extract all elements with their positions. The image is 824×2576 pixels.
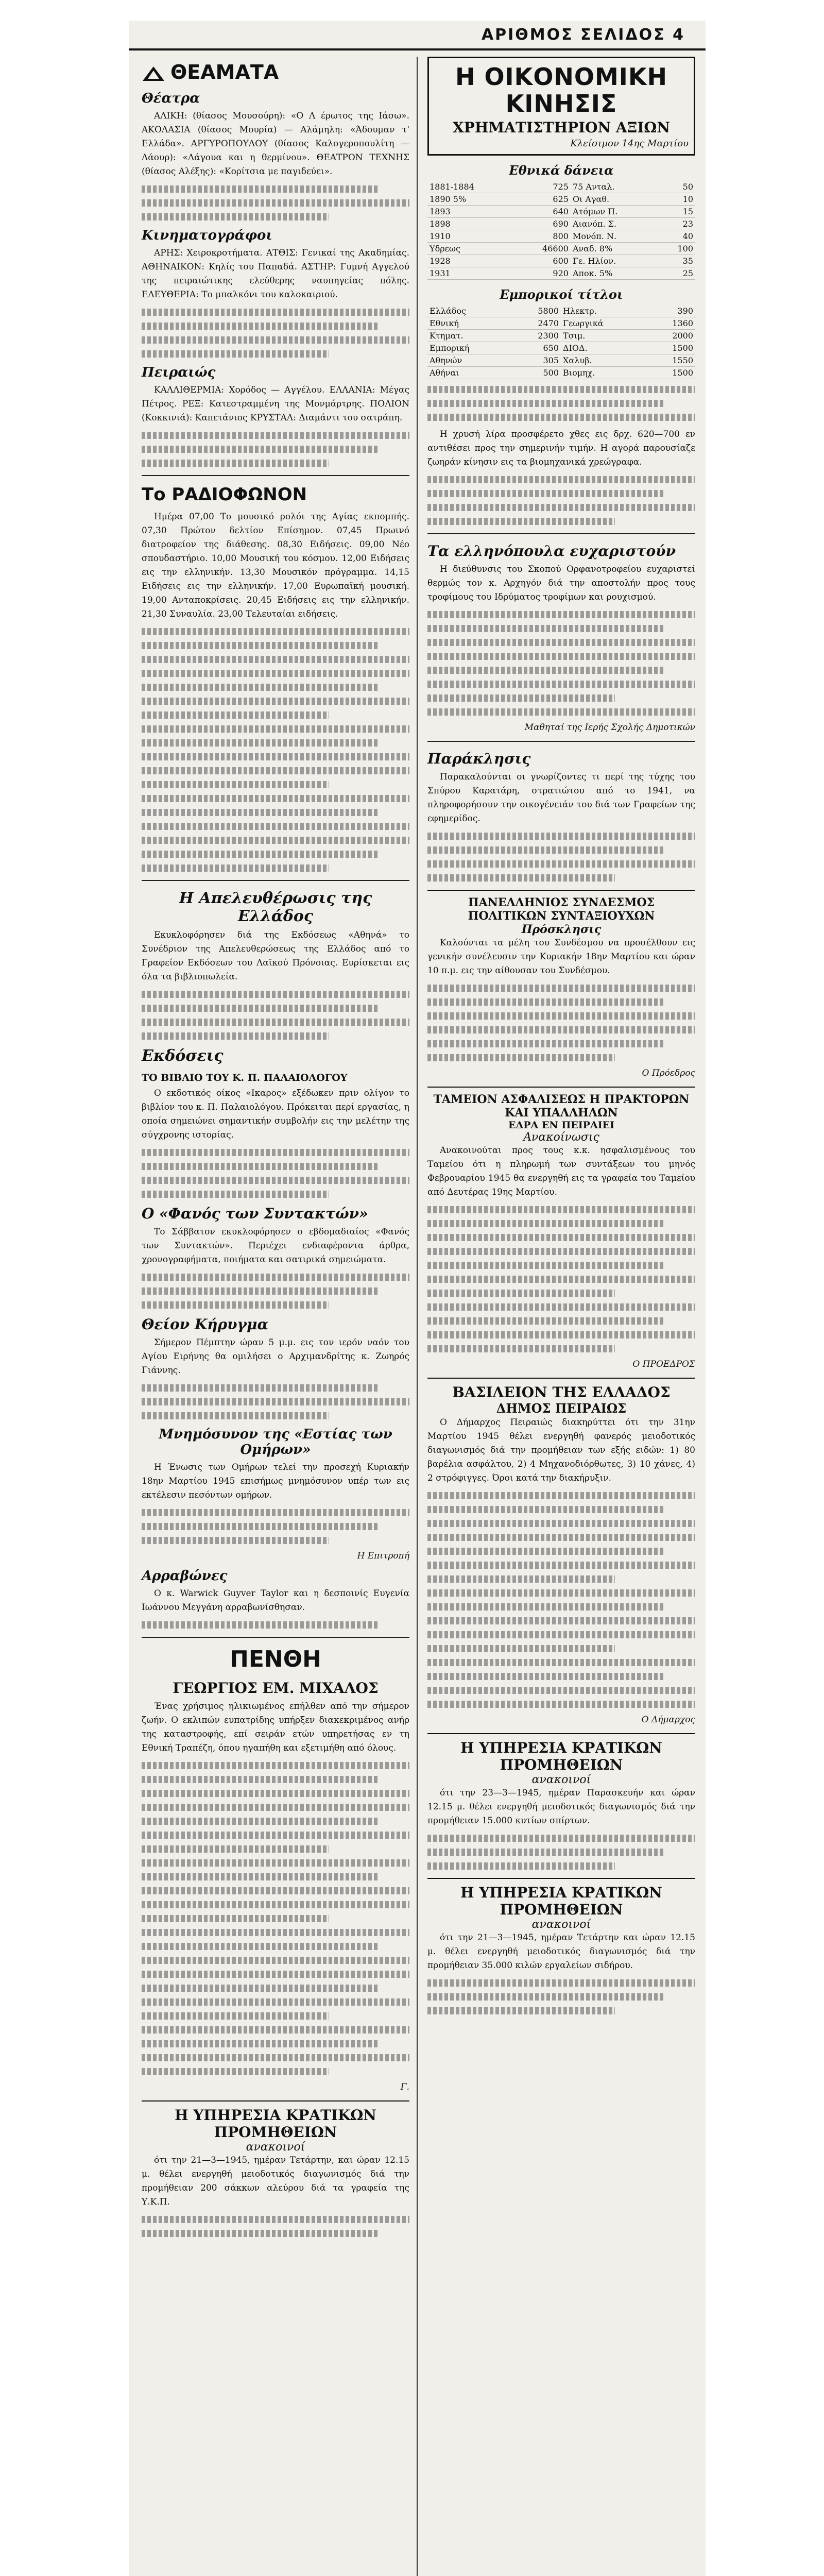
table-cell: Αναδ. 8% xyxy=(571,243,659,255)
table-row xyxy=(427,330,695,342)
table-cell: 690 xyxy=(516,218,570,230)
piraeus-heading: Πειραιώς xyxy=(142,365,216,380)
table-cell: Γε. Ηλίον. xyxy=(571,255,659,267)
mourning-heading: ΠΕΝΘΗ xyxy=(230,1646,321,1672)
table-cell: 2300 xyxy=(512,330,561,342)
pensioners-signature: Ο Πρόεδρος xyxy=(642,1068,695,1078)
section-title-theamata: ΘΕΑΜΑΤΑ xyxy=(142,61,409,83)
fanos-text: Το Σάββατον εκυκλοφόρησεν ο εβδομαδιαίος «Φανός των Συντακτών». Περιέχει ενδιαφέροντα άρθρα, χρονογραφήματα, ποιήματα και σατιρικά σημειώματα. xyxy=(142,1227,409,1265)
engagements-heading: Αρραβώνες xyxy=(142,1568,228,1584)
table-row xyxy=(427,367,695,379)
table-cell: 500 xyxy=(512,367,561,379)
economic-title: Η ΟΙΚΟΝΟΜΙΚΗ ΚΙΝΗΣΙΣ xyxy=(455,63,668,117)
masthead xyxy=(129,26,706,48)
table-cell: Υδρεως xyxy=(427,243,516,255)
table-cell: Ατόμων Π. xyxy=(571,206,659,218)
table-cell: Αθήναι xyxy=(427,367,512,379)
table-cell: 50 xyxy=(659,181,695,193)
table-cell: 725 xyxy=(516,181,570,193)
liberation-heading: Η Απελευθέρωσις της Ελλάδος xyxy=(179,889,372,925)
table-cell: 1881-1884 xyxy=(427,181,516,193)
publications-text: Ο εκδοτικός οίκος «Ικαρος» εξέδωκεν πριν ολίγον το βιβλίον του κ. Π. Παλαιολόγου. Πρόκειται περί εργασίας, η οποία σημειώνει σημαντικήν συμβολήν εις την μελέτην της σύγχρονης ιστορίας. xyxy=(142,1088,409,1140)
market-text: Η χρυσή λίρα προσφέρετο χθες εις δρχ. 620—700 εν αντιθέσει προς την σημερινήν τιμήν. Η αγορά παρουσίαζε ζωηράν κίνησιν εις τα βιομηχανικά χρεώγραφα. xyxy=(427,429,695,467)
table-cell: 15 xyxy=(659,206,695,218)
theatres-text: ΑΛΙΚΗ: (θίασος Μουσούρη): «Ο Λ έρωτος της Ιάσω». ΑΚΟΛΑΣΙΑ (θίασος Μουρία) — Αλάμηλη: «Άδουμαν τ' Ελλάδα». ΑΡΓΥΡΟΠΟΥΛΟΥ (θίασος Καλογεροπουλίτη — Λάουρ): «Λάγουα και η θερμίνου». ΘΕΑΤΡΟΝ ΤΕΧΝΗΣ (θίασος Αλέξης): «Κορίτσια με παγιδεύει». xyxy=(142,111,409,177)
table-cell: 75 Ανταλ. xyxy=(571,181,659,193)
table-cell: 5800 xyxy=(512,305,561,317)
right-column xyxy=(427,57,695,2021)
procurement-notice-2-sub: ανακοινοί xyxy=(531,1773,591,1786)
page-label: ΑΡΙΘΜΟΣ ΣΕΛΙΔΟΣ 4 xyxy=(481,26,685,44)
table-row xyxy=(427,230,695,243)
procurement-notice-3 xyxy=(427,1878,695,2014)
pensioners-notice xyxy=(427,890,695,1078)
procurement-notice-1 xyxy=(142,2100,409,2237)
table-cell: 25 xyxy=(659,267,695,280)
table-row xyxy=(427,342,695,354)
cinema-heading: Κινηματογράφοι xyxy=(142,228,272,243)
column-divider xyxy=(417,57,418,2576)
pensioners-sub: Πρόσκλησις xyxy=(521,923,602,936)
procurement-notice-2 xyxy=(427,1733,695,1870)
table-cell: 650 xyxy=(512,342,561,354)
table-cell: 625 xyxy=(516,193,570,206)
table-row xyxy=(427,206,695,218)
table-cell: Χαλυβ. xyxy=(561,354,647,367)
top-rule xyxy=(129,48,706,50)
children-thanks-text: Η διεύθυνσις του Σκοπού Ορφανοτροφείου ευχαριστεί θερμώς τον κ. Αρχηγόν διά την αποστολήν προς τους τροφίμους του Ιδρύματος τροφίμων και ρουχισμού. xyxy=(427,564,695,602)
pensioners-text: Καλούνται τα μέλη του Συνδέσμου να προσέλθουν εις γενικήν συνέλευσιν την Κυριακήν 18ην Μαρτίου και ώραν 10 π.μ. εις την αίθουσαν του Συνδέσμου. xyxy=(427,938,695,976)
table-row xyxy=(427,193,695,206)
table-cell: 100 xyxy=(659,243,695,255)
publications-subheading: ΤΟ ΒΙΒΛΙΟ ΤΟΥ Κ. Π. ΠΑΛΑΙΟΛΟΓΟΥ xyxy=(142,1072,348,1083)
procurement-notice-2-title: Η ΥΠΗΡΕΣΙΑ ΚΡΑΤΙΚΩΝ ΠΡΟΜΗΘΕΙΩΝ xyxy=(460,1739,662,1773)
table-cell: 2000 xyxy=(647,330,695,342)
table-cell: Εθνική xyxy=(427,317,512,330)
sermon-heading: Θείον Κήρυγμα xyxy=(142,1316,269,1333)
table-cell: Οι Αγαθ. xyxy=(571,193,659,206)
table-cell: 1890 5% xyxy=(427,193,516,206)
table-cell: Αιανόπ. Σ. xyxy=(571,218,659,230)
table-cell: 46600 xyxy=(516,243,570,255)
request-heading: Παράκλησις xyxy=(427,750,531,767)
table-cell: 1893 xyxy=(427,206,516,218)
procurement-notice-1-text: ότι την 21—3—1945, ημέραν Τετάρτην, και ώραν 12.15 μ. θέλει ενεργηθή μειοδοτικός διαγωνισμός διά την προμήθειαν 200 σάκκων αλεύρου διά τα γραφεία της Υ.Κ.Π. xyxy=(142,2155,409,2207)
table-cell: Γεωργικά xyxy=(561,317,647,330)
table-cell: 2470 xyxy=(512,317,561,330)
radio-heading: Το ΡΑΔΙΟΦΩΝΟΝ xyxy=(142,484,307,505)
table-row xyxy=(427,354,695,367)
table-cell: ΔΙΟΔ. xyxy=(561,342,647,354)
insurance-notice xyxy=(427,1087,695,1369)
table-cell: 390 xyxy=(647,305,695,317)
radio-text: Ημέρα 07,00 Το μουσικό ρολόι της Αγίας εκπομπής. 07,30 Πρώτον δελτίον Επίσημον. 07,45 Πρωινό διατροφείον της διάθεσης. 08,30 Ειδήσεις. 09,00 Νέο σπουδαστήριο. 10,00 Μουσική του κόσμου. 12,00 Ειδήσεις εις την ελληνικήν. 13,30 Μουσικόν πρόγραμμα. 14,15 Ειδήσεις εις την ελληνικήν. 17,00 Ευρωπαϊκή μουσική. 19,00 Ανταποκρίσεις. 20,45 Ειδήσεις εις την ελληνικήν. 21,30 Συναυλία. 23,00 Τελευταίαι ειδήσεις. xyxy=(142,512,409,619)
theatre-masks-icon xyxy=(142,65,165,82)
mourning-subheading: ΓΕΩΡΓΙΟΣ ΕΜ. ΜΙΧΑΛΟΣ xyxy=(173,1680,379,1697)
commercial-titles-heading: Εμπορικοί τίτλοι xyxy=(500,287,623,302)
children-thanks-heading: Τα ελληνόπουλα ευχαριστούν xyxy=(427,543,676,560)
insurance-signature: Ο ΠΡΟΕΔΡΟΣ xyxy=(632,1359,695,1369)
engagements-text: Ο κ. Warwick Guyver Taylor και η δεσποινίς Ευγενία Ιωάννου Μεγγάνη αρραβωνίσθησαν. xyxy=(142,1588,409,1613)
table-cell: 920 xyxy=(516,267,570,280)
piraeus-text: ΚΑΛΛΙΘΕΡΜΙΑ: Χορόδος — Αγγέλου. ΕΛΛΑΝΙΑ: Μέγας Πέτρος. ΡΕΞ: Κατεστραμμένη της Μονμάρτρης. ΠΟΛΙΟΝ (Κοκκινιά): Καπετάνιος ΚΡΥΣΤΑΛ: Διαμάντι του σατράπη. xyxy=(142,385,409,423)
table-cell: 1500 xyxy=(647,367,695,379)
table-cell: Ηλεκτρ. xyxy=(561,305,647,317)
children-thanks-signature: Μαθηταί της Ιερής Σχολής Δημοτικών xyxy=(524,722,695,733)
procurement-notice-3-title: Η ΥΠΗΡΕΣΙΑ ΚΡΑΤΙΚΩΝ ΠΡΟΜΗΘΕΙΩΝ xyxy=(460,1884,662,1918)
insurance-sub: ΕΔΡΑ ΕΝ ΠΕΙΡΑΙΕΙ xyxy=(508,1120,614,1131)
insurance-title: ΤΑΜΕΙΟΝ ΑΣΦΑΛΙΣΕΩΣ Η ΠΡΑΚΤΟΡΩΝ ΚΑΙ ΥΠΑΛΛΗΛΩΝ xyxy=(433,1093,690,1120)
loans-table xyxy=(427,181,695,280)
sermon-text: Σήμερον Πέμπτην ώραν 5 μ.μ. εις τον ιερόν ναόν του Αγίου Ειρήνης θα ομιλήσει ο Αρχιμανδρίτης κ. Ζωηρός Γιάννης. xyxy=(142,1337,409,1376)
table-cell: Τσιμ. xyxy=(561,330,647,342)
economic-box xyxy=(427,57,695,156)
cinema-text: ΑΡΗΣ: Χειροκροτήματα. ΑΤΘΙΣ: Γενικαί της Ακαδημίας. ΑΘΗΝΑΙΚΟΝ: Κηλίς του Παπαδά. ΑΣΤΗΡ: Γυμνή Αγγελού της πειραιώτικης ελεύθερης ναυπηγείας πόλης. ΕΛΕΥΘΕΡΙΑ: Το μπαλκόνι του καλοκαιριού. xyxy=(142,248,409,300)
table-cell: 1910 xyxy=(427,230,516,243)
left-column xyxy=(142,57,409,2244)
table-row xyxy=(427,317,695,330)
table-cell: 1550 xyxy=(647,354,695,367)
municipality-notice xyxy=(427,1378,695,1725)
table-cell: 305 xyxy=(512,354,561,367)
memorial-heading: Μνημόσυνον της «Εστίας των Ομήρων» xyxy=(159,1427,392,1458)
table-cell: Μονόπ. Ν. xyxy=(571,230,659,243)
closing-date: Κλείσιμον 14ης Μαρτίου xyxy=(570,138,689,149)
table-row xyxy=(427,218,695,230)
table-cell: 600 xyxy=(516,255,570,267)
table-cell: 1500 xyxy=(647,342,695,354)
memorial-text: Η Ένωσις των Ομήρων τελεί την προσεχή Κυριακήν 18ην Μαρτίου 1945 επισήμως μνημόσυνον υπέρ των εις εκτέλεσιν πεσόντων ομήρων. xyxy=(142,1462,409,1500)
liberation-text: Εκυκλοφόρησεν διά της Εκδόσεως «Αθηνά» το Συνέδριον της Απελευθερώσεως της Ελλάδος από το Γραφείον Εκδόσεων του Λαϊκού Πρόνοιας. Ευρίσκεται εις όλα τα βιβλιοπωλεία. xyxy=(142,930,409,982)
table-cell: 1898 xyxy=(427,218,516,230)
procurement-notice-2-text: ότι την 23—3—1945, ημέραν Παρασκευήν και ώραν 12.15 μ. θέλει ενεργηθή μειοδοτικός διαγωνισμός διά την προμήθειαν 15.000 κυτίων σπίρτων. xyxy=(427,1788,695,1826)
table-cell: 800 xyxy=(516,230,570,243)
table-row xyxy=(427,267,695,280)
pensioners-title: ΠΑΝΕΛΛΗΝΙΟΣ ΣΥΝΔΕΣΜΟΣ ΠΟΛΙΤΙΚΩΝ ΣΥΝΤΑΞΙΟΥΧΩΝ xyxy=(468,896,655,923)
municipality-signature: Ο Δήμαρχος xyxy=(641,1715,695,1725)
kingdom-title: ΒΑΣΙΛΕΙΟΝ ΤΗΣ ΕΛΛΑΔΟΣ xyxy=(452,1384,671,1401)
municipality-text: Ο Δήμαρχος Πειραιώς διακηρύττει ότι την 31ην Μαρτίου 1945 θέλει ενεργηθή φανερός μειοδοτικός διαγωνισμός διά την προμήθειαν των εξής ειδών: 1) 80 βαρέλια ασφάλτου, 2) 4 Μηχανοδιόρθωτες, 3) 10 χάνες, 4) 2 στρόφιγγες. Όροι κατά την διακήρυξιν. xyxy=(427,1417,695,1483)
table-cell: 10 xyxy=(659,193,695,206)
national-loans-heading: Εθνικά δάνεια xyxy=(509,163,614,178)
table-cell: 1931 xyxy=(427,267,516,280)
table-row xyxy=(427,305,695,317)
mourning-text: Ένας χρήσιμος ηλικιωμένος επήλθεν από την σήμερον ζωήν. Ο εκλιπών ευπατρίδης υπήρξεν διακεκριμένος ανήρ της καταστροφής, επί σειράν ετών υπηρετήσας εν τη Εθνική Τραπέζη, όπου ηγαπήθη και εξετιμήθη από όλους. xyxy=(142,1701,409,1753)
fanos-heading: Ο «Φανός των Συντακτών» xyxy=(142,1205,368,1222)
municipality-title: ΔΗΜΟΣ ΠΕΙΡΑΙΩΣ xyxy=(496,1401,627,1416)
table-cell: Βιομηχ. xyxy=(561,367,647,379)
table-row xyxy=(427,181,695,193)
request-text: Παρακαλούνται οι γνωρίζοντες τι περί της τύχης του Σπύρου Καρατάρη, στρατιώτου από το 1941, να πληροφορήσουν την οικογένειάν του διά των Γραφείων της εφημερίδος. xyxy=(427,772,695,824)
procurement-notice-1-title: Η ΥΠΗΡΕΣΙΑ ΚΡΑΤΙΚΩΝ ΠΡΟΜΗΘΕΙΩΝ xyxy=(175,2107,376,2141)
procurement-notice-1-sub: ανακοινοί xyxy=(246,2141,305,2154)
procurement-notice-3-sub: ανακοινοί xyxy=(531,1918,591,1931)
table-cell: 1928 xyxy=(427,255,516,267)
stock-exchange-title: ΧΡΗΜΑΤΙΣΤΗΡΙΟΝ ΑΞΙΩΝ xyxy=(453,119,670,136)
table-cell: Εμπορική xyxy=(427,342,512,354)
insurance-text: Ανακοινούται προς τους κ.κ. ησφαλισμένους του Ταμείου ότι η πληρωμή των συντάξεων του μηνός Φεβρουαρίου 1945 θα ενεργηθή εις τα γραφεία του Ταμείου από Δευτέρας 19ης Μαρτίου. xyxy=(427,1145,695,1197)
table-cell: Αθηνών xyxy=(427,354,512,367)
table-cell: 23 xyxy=(659,218,695,230)
table-cell: Αποκ. 5% xyxy=(571,267,659,280)
insurance-label: Ανακοίνωσις xyxy=(523,1131,599,1144)
table-cell: 1360 xyxy=(647,317,695,330)
procurement-notice-3-text: ότι την 21—3—1945, ημέραν Τετάρτην και ώραν 12.15 μ. θέλει ενεργηθή μειοδοτικός διαγωνισμός διά την προμήθειαν 35.000 κιλών εργαλείων σιδήρου. xyxy=(427,1933,695,1971)
theatres-heading: Θέατρα xyxy=(142,91,200,106)
table-cell: 640 xyxy=(516,206,570,218)
table-cell: 40 xyxy=(659,230,695,243)
publications-heading: Εκδόσεις xyxy=(142,1047,224,1065)
commercial-table xyxy=(427,305,695,379)
mourning-signature: Γ. xyxy=(400,2082,409,2092)
table-cell: 35 xyxy=(659,255,695,267)
table-cell: Κτηματ. xyxy=(427,330,512,342)
table-cell: Ελλάδος xyxy=(427,305,512,317)
table-row xyxy=(427,243,695,255)
table-row xyxy=(427,255,695,267)
memorial-signature: Η Επιτροπή xyxy=(357,1551,409,1561)
